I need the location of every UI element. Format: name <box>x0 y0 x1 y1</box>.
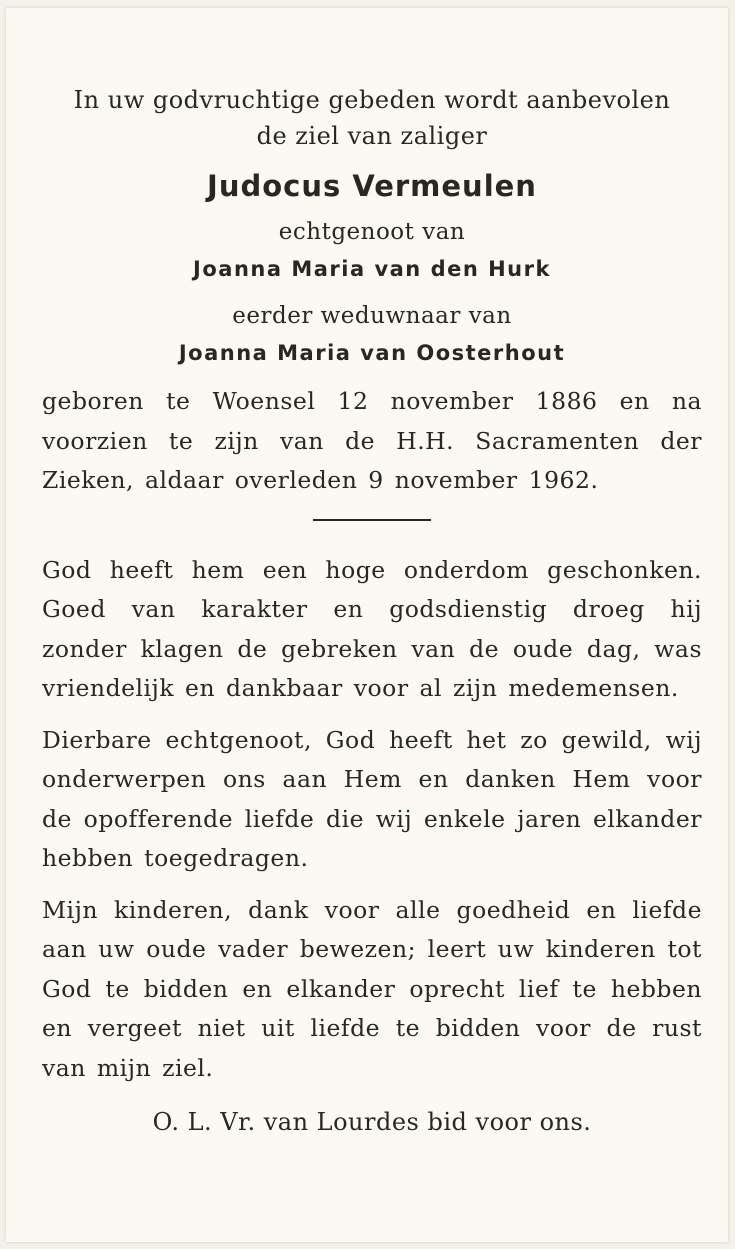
intro-line-1: In uw godvruchtige gebeden wordt aanbevolen <box>73 86 671 114</box>
relation-former-spouse: eerder weduwnaar van <box>232 303 512 329</box>
paragraph-2: Dierbare echtgenoot, God heeft het zo gewild, wij onderwerpen ons aan Hem en danken Hem voor de opofferende liefde die wij enkele jaren elkander hebben toegedragen. <box>42 725 702 872</box>
birth-death-text: geboren te Woensel 12 november 1886 en na voorzien te zijn van de H.H. Sacramenten der Zieken, aldaar overleden 9 november 1962. <box>42 387 702 494</box>
intro-line-2: de ziel van zaliger <box>256 122 488 150</box>
former-spouse-name: Joanna Maria van Oosterhout <box>178 341 566 365</box>
memorial-card <box>6 8 728 1242</box>
divider-line <box>313 519 431 521</box>
deceased-name: Judocus Vermeulen <box>207 169 537 203</box>
relation-spouse: echtgenoot van <box>278 219 466 245</box>
paragraph-3: Mijn kinderen, dank voor alle goedheid en liefde aan uw oude vader bewezen; leert uw kinderen tot God te bidden en elkander oprecht lief te hebben en vergeet niet uit liefde te bidden voor de rust van mijn ziel. <box>42 895 702 1082</box>
paragraph-1: God heeft hem een hoge onderdom geschonken. Goed van karakter en godsdienstig droeg hij zonder klagen de gebreken van de oude dag, was vriendelijk en dankbaar voor al zijn medemensen. <box>42 555 702 702</box>
card-content <box>42 80 702 1142</box>
spouse-name: Joanna Maria van den Hurk <box>193 257 551 281</box>
closing-prayer: O. L. Vr. van Lourdes bid voor ons. <box>152 1108 592 1136</box>
